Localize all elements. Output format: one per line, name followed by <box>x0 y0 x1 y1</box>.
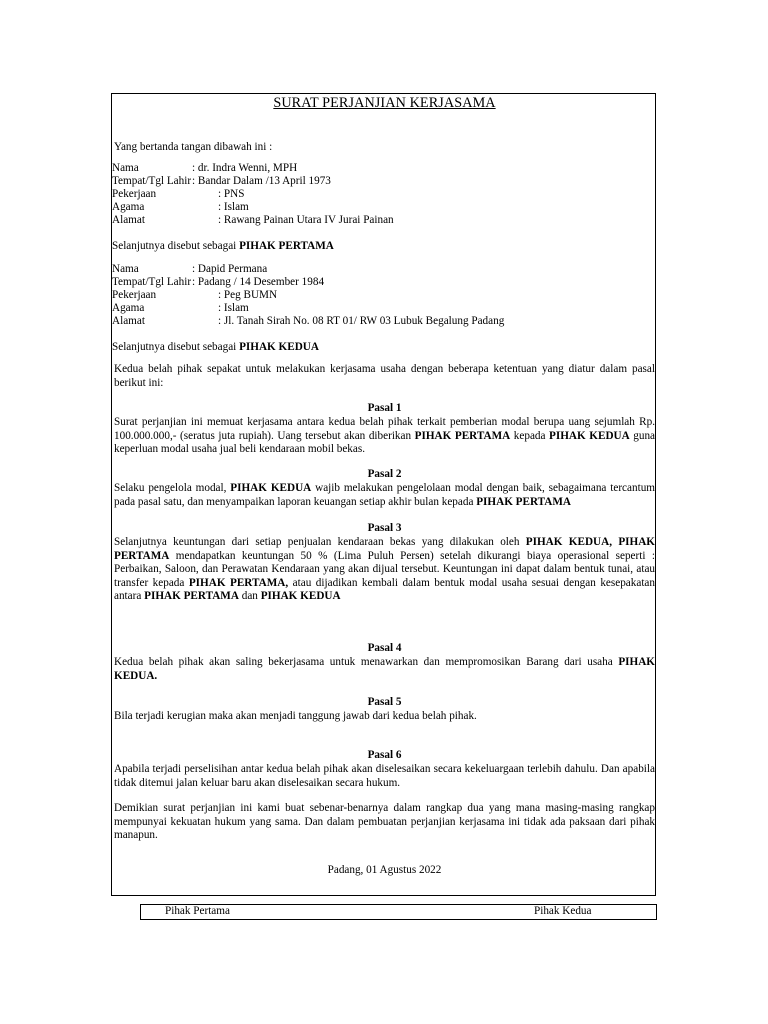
text-run: Selaku pengelola modal, <box>114 482 231 494</box>
bold-text: PIHAK PERTAMA <box>414 429 511 442</box>
text-run: Selanjutnya keuntungan dari setiap penjualan kendaraan bekas yang dilakukan oleh <box>114 536 526 548</box>
text-run: dan <box>238 590 261 603</box>
field-value: : Rawang Painan Utara IV Jurai Painan <box>218 214 394 226</box>
party2-designation-name: PIHAK KEDUA <box>239 341 319 353</box>
field-value: : Peg BUMN <box>218 289 278 301</box>
field-label: Agama <box>112 201 145 213</box>
text-run: kepada <box>510 429 550 442</box>
field-value: : PNS <box>218 188 245 200</box>
text-run: wajib melakukan pengelolaan modal dengan baik, sebagaimana tercantum pada pasal satu, dan menyampaikan laporan keuangan setiap akhir bulan kepada <box>114 482 655 508</box>
text-run: guna keperluan modal usaha jual beli kendaraan mobil bekas. <box>114 429 655 456</box>
field-label: Pekerjaan <box>112 289 157 301</box>
closing-text: Demikian surat perjanjian ini kami buat sebenar-benarnya dalam rangkap dua yang mana masing-masing rangkap mempunyai kekuatan hukum yang sama. Dan dalam pembuatan perjanjian kerjasama ini tidak ada paksaan dari pihak manapun. <box>114 802 655 842</box>
signature-pihak-pertama: Pihak Pertama <box>165 905 230 917</box>
pasal-heading: Pasal 4 <box>367 642 402 654</box>
bold-text: PIHAK KEDUA <box>230 482 312 494</box>
document-page <box>111 93 656 896</box>
field-value: : Jl. Tanah Sirah No. 08 RT 01/ RW 03 Lubuk Begalung Padang <box>218 315 505 327</box>
bold-text: PIHAK PERTAMA <box>144 590 239 603</box>
field-label: Alamat <box>112 315 145 327</box>
field-value: : Padang / 14 Desember 1984 <box>192 276 325 288</box>
pasal-heading: Pasal 2 <box>367 468 402 480</box>
pasal-body <box>114 482 655 509</box>
field-label: Nama <box>112 162 139 174</box>
document-title: SURAT PERJANJIAN KERJASAMA <box>273 95 496 111</box>
agreement-intro: Kedua belah pihak sepakat untuk melakukan kerjasama usaha dengan beberapa ketentuan yang diatur dalam pasal berikut ini: <box>114 363 655 389</box>
bold-text: PIHAK PERTAMA <box>476 495 572 508</box>
party1-designation-name: PIHAK PERTAMA <box>239 240 334 252</box>
pasal-heading: Pasal 6 <box>367 749 402 761</box>
pasal-heading: Pasal 5 <box>367 696 402 708</box>
text-run: Kedua belah pihak akan saling bekerjasama untuk menawarkan dan mempromosikan Barang dari usaha <box>114 656 619 668</box>
bold-text: PIHAK KEDUA, PIHAK PERTAMA <box>114 536 655 562</box>
signature-pihak-kedua: Pihak Kedua <box>534 905 592 917</box>
text-run: Surat perjanjian ini memuat kerjasama antara kedua belah pihak terkait pemberian modal berupa uang sejumlah Rp. 100.000.000,- (seratus juta rupiah). Uang tersebut akan diberikan <box>114 416 655 442</box>
pasal-body <box>114 763 655 790</box>
pasal-body <box>114 656 655 683</box>
field-label: Nama <box>112 263 139 275</box>
field-label: Alamat <box>112 214 145 226</box>
field-label: Pekerjaan <box>112 188 157 200</box>
field-value: : Islam <box>218 201 249 213</box>
text-run: Apabila terjadi perselisihan antar kedua belah pihak akan diselesaikan secara kekeluargaan terlebih dahulu. Dan apabila tidak ditemui jalan keluar baru akan diselesaikan secara hukum. <box>114 763 655 789</box>
party2-designation: Selanjutnya disebut sebagai PIHAK KEDUA <box>112 341 319 353</box>
field-value: : Bandar Dalam /13 April 1973 <box>192 175 331 187</box>
field-value: : Dapid Permana <box>192 263 268 275</box>
field-value: : Islam <box>218 302 249 314</box>
pasal-heading: Pasal 1 <box>367 402 402 414</box>
text-run: atau dijadikan kembali dalam bentuk modal usaha sesuai dengan kesepakatan antara <box>114 576 655 603</box>
bold-text: PIHAK KEDUA <box>260 590 341 603</box>
field-label: Tempat/Tgl Lahir <box>112 175 192 187</box>
field-label: Agama <box>112 302 145 314</box>
party1-designation: Selanjutnya disebut sebagai PIHAK PERTAMA <box>112 240 334 252</box>
intro-text: Yang bertanda tangan dibawah ini : <box>114 141 273 153</box>
bold-text: PIHAK KEDUA <box>549 429 630 442</box>
field-value: : dr. Indra Wenni, MPH <box>192 162 298 174</box>
text-run: Bila terjadi kerugian maka akan menjadi tanggung jawab dari kedua belah pihak. <box>114 710 477 722</box>
bold-text: PIHAK PERTAMA, <box>188 576 289 589</box>
field-label: Tempat/Tgl Lahir <box>112 276 192 288</box>
signature-row <box>140 904 657 920</box>
pasal-heading: Pasal 3 <box>367 522 402 534</box>
place-date: Padang, 01 Agustus 2022 <box>327 864 442 876</box>
pasal-body <box>114 536 655 604</box>
text-run: mendapatkan keuntungan 50 % (Lima Puluh Persen) setelah dikurangi biaya operasional seperti : Perbaikan, Saloon, dan Perawatan Kendaraan yang akan dijual tersebut. Keuntungan ini dapat dalam bentuk tunai, atau transfer kepada <box>114 549 655 589</box>
pasal-body <box>114 710 655 724</box>
bold-text: PIHAK KEDUA. <box>114 656 655 682</box>
pasal-body <box>114 416 655 457</box>
